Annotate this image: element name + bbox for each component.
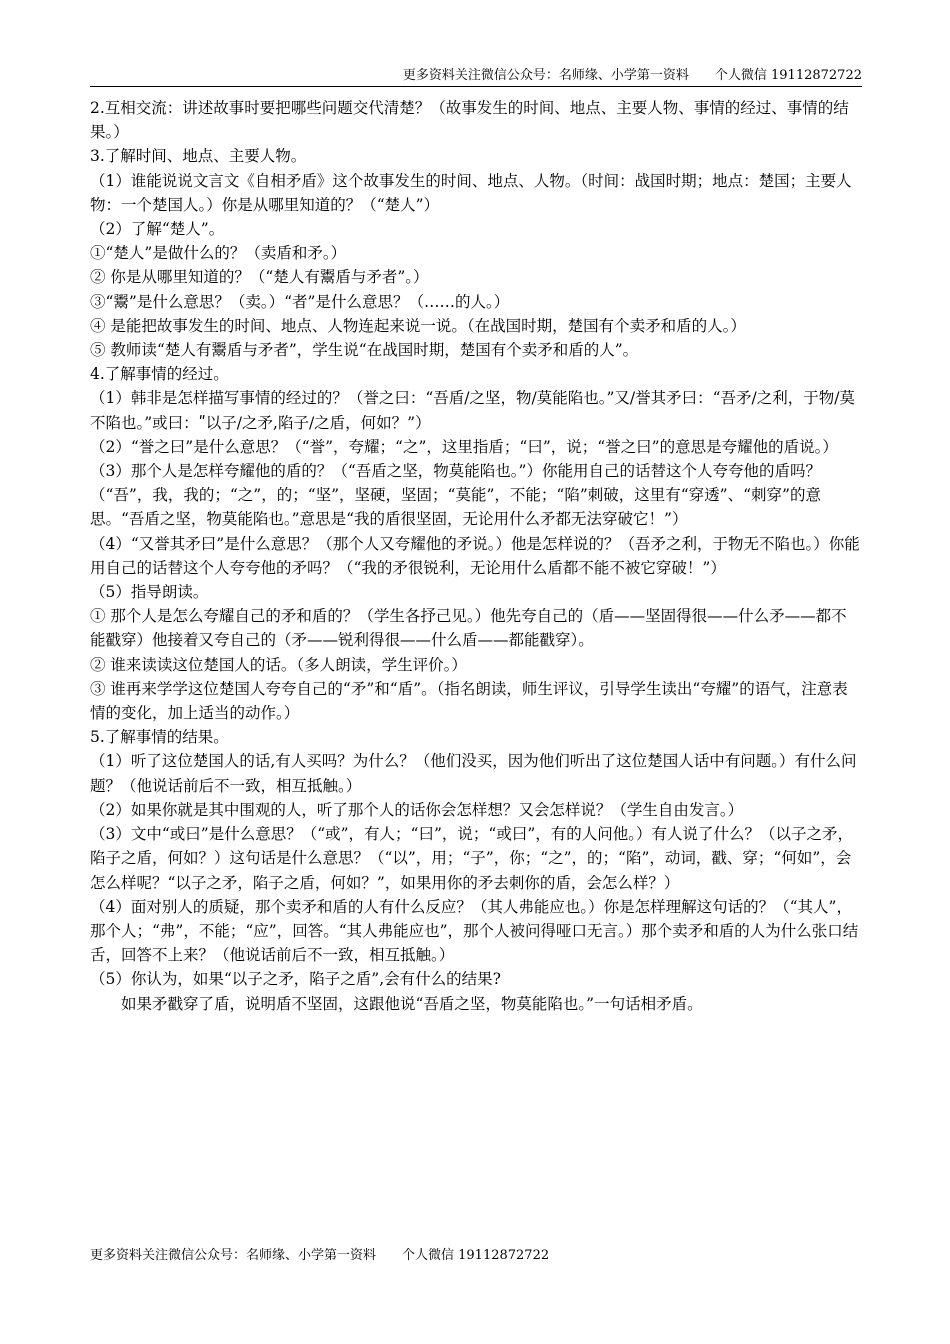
paragraph: ② 谁来读读这位楚国人的话。（多人朗读，学生评价。） [90, 655, 467, 674]
paragraph: （5）你认为，如果“以子之矛，陷子之盾”,会有什么的结果? [90, 970, 501, 989]
paragraph: （3）那个人是怎样夸耀他的盾的？（“吾盾之坚，物莫能陷也。”）你能用自己的话替这个人夸夸他的盾吗？（“吾”，我，我的；“之”，的；“坚”，坚硬，坚固；“莫能”，不能；“陷”刺破，这里有“穿透”、“刺穿”的意思。“吾盾之坚，物莫能陷也。”意思是“我的盾很坚固，无论用什么矛都无法穿破它！”） [90, 462, 821, 529]
paragraph: （1）韩非是怎样描写事情的经过的？（誉之曰：“吾盾/之坚，物/莫能陷也。”又/誉其矛曰：“吾矛/之利，于物/莫不陷也。”或曰：ʺ以子/之矛,陷子/之盾，何如？”） [90, 389, 855, 432]
document-body [90, 96, 862, 1016]
paragraph: ⑤ 教师读“楚人有鬻盾与矛者”，学生说“在战国时期，楚国有个卖矛和盾的人”。 [90, 341, 639, 360]
section-heading: 5.了解事情的结果。 [90, 728, 229, 747]
paragraph: ③“鬻”是什么意思？（卖。）“者”是什么意思？（……的人。） [90, 292, 510, 311]
paragraph: （2）“誉之曰”是什么意思？（“誉”，夸耀；“之”，这里指盾；“曰”，说；“誉之曰”的意思是夸耀他的盾说。） [90, 437, 838, 456]
page-header: 更多资料关注微信公众号：名师缘、小学第一资料 个人微信 19112872722 [90, 66, 862, 87]
paragraph: （5）指导朗读。 [90, 583, 209, 602]
paragraph: （1）谁能说说文言文《自相矛盾》这个故事发生的时间、地点、人物。（时间：战国时期；地点：楚国；主要人物：一个楚国人。）你是从哪里知道的？（“楚人”） [90, 171, 852, 214]
paragraph: （1）听了这位楚国人的话,有人买吗？为什么？（他们没买，因为他们听出了这位楚国人话中有问题。）有什么问题？（他说话前后不一致，相互抵触。） [90, 752, 857, 795]
paragraph: （4）“又誉其矛曰”是什么意思？（那个人又夸耀他的矛说。）他是怎样说的？（吾矛之利，于物无不陷也。）你能用自己的话替这个人夸夸他的矛吗？（“我的矛很锐利，无论用什么盾都不能不被它穿破！”） [90, 534, 860, 577]
page-footer: 更多资料关注微信公众号：名师缘、小学第一资料 个人微信 19112872722 [90, 1248, 550, 1263]
paragraph: ①“楚人”是做什么的？（卖盾和矛。） [90, 244, 347, 263]
paragraph: （3）文中“或曰”是什么意思？（“或”，有人；“曰”，说；“或曰”，有的人问他。）有人说了什么？（以子之矛，陷子之盾，何如？）这句话是什么意思？（“以”，用；“子”，你；“之”，的；“陷”，动词，戳、穿；“何如”，会怎么样呢？“以子之矛，陷子之盾，何如？”，如果用你的矛去刺你的盾，会怎么样？） [90, 825, 854, 892]
paragraph: ③ 谁再来学学这位楚国人夸夸自己的“矛”和“盾”。（指名朗读，师生评议，引导学生读出“夸耀”的语气，注意表情的变化，加上适当的动作。） [90, 679, 848, 723]
paragraph: （4）面对别人的质疑，那个卖矛和盾的人有什么反应？（其人弗能应也。）你是怎样理解这句话的？（“其人”，那个人；“弗”，不能；“应”，回答。“其人弗能应也”，那个人被问得哑口无言。）那个卖矛和盾的人为什么张口结舌，回答不上来？（他说话前后不一致，相互抵触。） [90, 897, 859, 965]
paragraph: 2.互相交流：讲述故事时要把哪些问题交代清楚？（故事发生的时间、地点、主要人物、事情的经过、事情的结果。） [90, 99, 849, 142]
paragraph: （2）如果你就是其中围观的人，听了那个人的话你会怎样想？又会怎样说？（学生自由发言。） [90, 800, 744, 819]
paragraph: ① 那个人是怎么夸耀自己的矛和盾的？（学生各抒己见。）他先夸自己的（盾——坚固得很——什么矛——都不能戳穿）他接着又夸自己的（矛——锐利得很——什么盾——都能戳穿）。 [90, 607, 847, 650]
paragraph: ② 你是从哪里知道的？（“楚人有鬻盾与矛者”。） [90, 268, 429, 287]
section-heading: 4.了解事情的经过。 [90, 365, 229, 384]
paragraph: （2）了解“楚人”。 [90, 220, 225, 239]
paragraph: ④ 是能把故事发生的时间、地点、人物连起来说一说。（在战国时期，楚国有个卖矛和盾的人。） [90, 316, 746, 335]
paragraph: 如果矛戳穿了盾，说明盾不坚固，这跟他说“吾盾之坚，物莫能陷也。”一句话相矛盾。 [121, 994, 703, 1013]
section-heading: 3.了解时间、地点、主要人物。 [90, 147, 307, 166]
